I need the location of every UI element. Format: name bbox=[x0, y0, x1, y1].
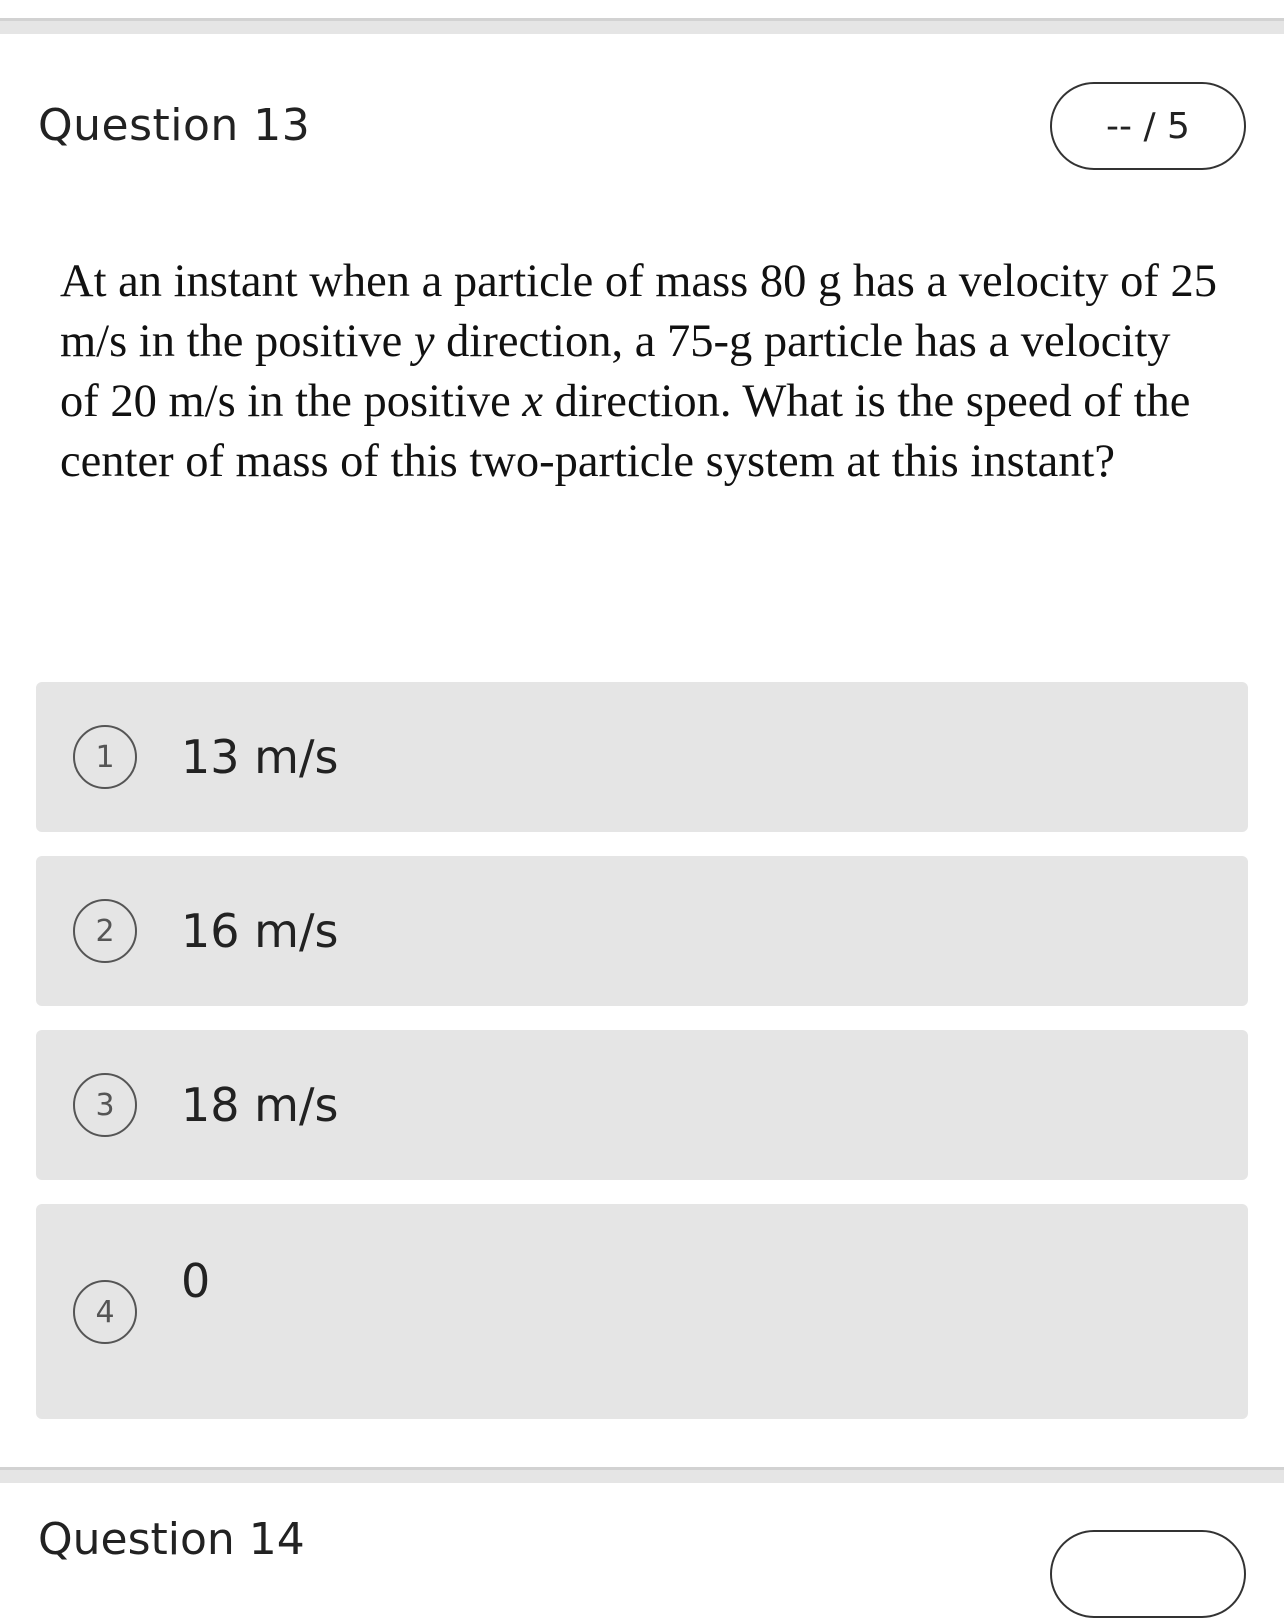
answer-option-4[interactable] bbox=[36, 1204, 1248, 1419]
option-label-4: 0 bbox=[181, 1254, 211, 1308]
question-text-variable-x: x bbox=[522, 376, 544, 427]
next-question-title bbox=[38, 1514, 318, 1565]
question-text-part: At an instant when a particle of mass 80 g has a velocity of 25 m/s in the positive bbox=[60, 256, 1218, 367]
next-score-badge bbox=[1050, 1530, 1246, 1618]
option-radio-3[interactable]: 3 bbox=[73, 1073, 137, 1137]
question-text-variable-y: y bbox=[413, 316, 435, 367]
question-text-part: direction. What is the speed of the center of mass of this two-particle system at this instant? bbox=[60, 376, 1191, 487]
bottom-separator bbox=[0, 1467, 1284, 1483]
next-question-title-text: Question 14 bbox=[38, 1514, 305, 1565]
option-label-2: 16 m/s bbox=[181, 904, 339, 958]
option-label-3: 18 m/s bbox=[181, 1078, 339, 1132]
option-radio-4[interactable]: 4 bbox=[73, 1280, 137, 1344]
option-radio-1[interactable]: 1 bbox=[73, 725, 137, 789]
question-text bbox=[60, 252, 1220, 492]
answer-option-2[interactable] bbox=[36, 856, 1248, 1006]
question-title: Question 13 bbox=[38, 100, 311, 151]
score-badge: -- / 5 bbox=[1050, 82, 1246, 170]
option-radio-2[interactable]: 2 bbox=[73, 899, 137, 963]
top-separator bbox=[0, 18, 1284, 34]
question-text-part: direction, a 75-g particle has a velocity of 20 m/s in the positive bbox=[60, 316, 1171, 427]
answer-option-1[interactable] bbox=[36, 682, 1248, 832]
answer-option-3[interactable] bbox=[36, 1030, 1248, 1180]
option-label-1: 13 m/s bbox=[181, 730, 339, 784]
